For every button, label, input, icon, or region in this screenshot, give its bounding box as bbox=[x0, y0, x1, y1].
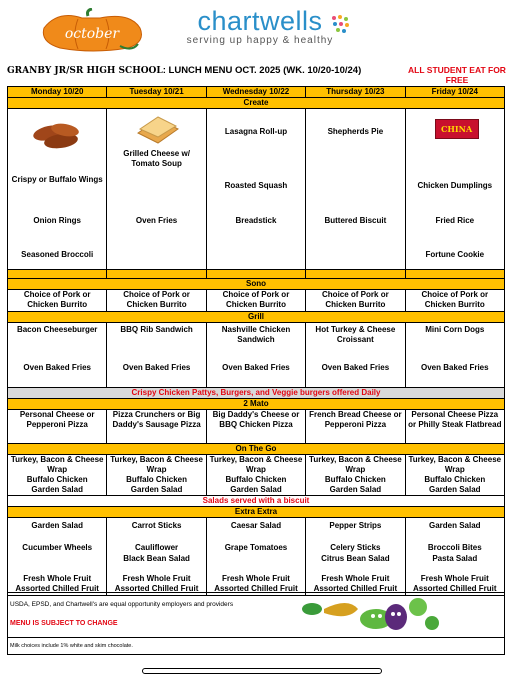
grill-side: Oven Baked Fries bbox=[122, 363, 191, 372]
day-thursday: Thursday 10/23 bbox=[306, 87, 405, 98]
chinese-icon: CHINA bbox=[435, 119, 479, 139]
svg-text:october: october bbox=[64, 26, 120, 42]
grill-main: Nashville Chicken Sandwich bbox=[221, 325, 291, 344]
grill-main: BBQ Rib Sandwich bbox=[120, 325, 193, 334]
menu-header bbox=[0, 0, 512, 62]
go-wrap: Turkey, Bacon & Cheese Wrap bbox=[10, 455, 104, 474]
sono-row bbox=[8, 290, 505, 312]
extra-item: Fresh Whole Fruit bbox=[122, 574, 191, 583]
equal-opportunity-text: USDA, EPSD, and Chartwell's are equal opportunity employers and providers bbox=[10, 601, 234, 608]
day-monday: Monday 10/20 bbox=[8, 87, 107, 98]
mato-item: Personal Cheese Pizza or Philly Steak Flatbread bbox=[405, 410, 504, 444]
section-go: On The Go bbox=[8, 444, 505, 455]
brand-name: chartwells bbox=[197, 6, 323, 36]
chartwells-logo bbox=[180, 6, 340, 46]
mato-item: French Bread Cheese or Pepperoni Pizza bbox=[306, 410, 405, 444]
extra-item: Pepper Strips bbox=[329, 521, 382, 530]
daily-note-row bbox=[8, 388, 505, 399]
go-salad: Garden Salad bbox=[428, 485, 481, 494]
go-cell bbox=[306, 455, 405, 496]
free-meals-note: ALL STUDENT EAT FOR FREE bbox=[408, 65, 506, 85]
go-row bbox=[8, 455, 505, 496]
section-grill-row bbox=[8, 312, 505, 323]
create-main: Lasagna Roll-up bbox=[224, 127, 288, 136]
extra-item: Pasta Salad bbox=[432, 554, 478, 563]
sono-item: Choice of Pork or Chicken Burrito bbox=[8, 290, 107, 312]
section-extra: Extra Extra bbox=[8, 507, 505, 518]
extra-item: Assorted Chilled Fruit bbox=[214, 584, 298, 593]
school-name: GRANBY JR/SR HIGH SCHOOL bbox=[7, 66, 163, 76]
create-side: Breadstick bbox=[235, 216, 277, 225]
create-side: Roasted Squash bbox=[224, 181, 288, 190]
create-side: Fried Rice bbox=[435, 216, 475, 225]
mato-item: Pizza Crunchers or Big Daddy's Sausage Pizza bbox=[107, 410, 206, 444]
create-cell-tue bbox=[107, 109, 206, 270]
extra-item: Fresh Whole Fruit bbox=[23, 574, 92, 583]
mato-item: Big Daddy's Cheese or BBQ Chicken Pizza bbox=[206, 410, 305, 444]
daily-note: Crispy Chicken Pattys, Burgers, and Veggie burgers offered Daily bbox=[8, 388, 505, 399]
section-create-row bbox=[8, 98, 505, 109]
go-salad: Garden Salad bbox=[230, 485, 282, 494]
subject-to-change-text: MENU IS SUBJECT TO CHANGE bbox=[10, 620, 118, 627]
create-side: Fortune Cookie bbox=[425, 250, 485, 259]
extra-cell bbox=[405, 518, 504, 596]
go-salad: Garden Salad bbox=[329, 485, 382, 494]
grill-row bbox=[8, 323, 505, 388]
go-cell bbox=[405, 455, 504, 496]
grill-cell bbox=[206, 323, 305, 388]
extra-item: Fresh Whole Fruit bbox=[221, 574, 290, 583]
grilled-cheese-icon bbox=[134, 115, 182, 145]
grill-cell bbox=[306, 323, 405, 388]
extra-item: Assorted Chilled Fruit bbox=[413, 584, 497, 593]
extra-item: Cauliflower bbox=[135, 543, 179, 552]
extra-cell bbox=[306, 518, 405, 596]
go-cell bbox=[107, 455, 206, 496]
create-main: Grilled Cheese w/ Tomato Soup bbox=[123, 149, 190, 168]
go-chicken: Buffalo Chicken bbox=[225, 475, 287, 484]
page-scroll-bar[interactable] bbox=[142, 668, 382, 674]
section-sono: Sono bbox=[8, 279, 505, 290]
create-side: Seasoned Broccoli bbox=[21, 250, 94, 259]
mato-row bbox=[8, 410, 505, 444]
create-main: Shepherds Pie bbox=[327, 127, 384, 136]
menu-table bbox=[7, 86, 505, 596]
extra-item: Garden Salad bbox=[428, 521, 481, 530]
section-go-row bbox=[8, 444, 505, 455]
create-cell-fri bbox=[405, 109, 504, 270]
extra-cell bbox=[206, 518, 305, 596]
extra-item: Assorted Chilled Fruit bbox=[114, 584, 199, 593]
extra-item: Assorted Chilled Fruit bbox=[313, 584, 398, 593]
grill-side: Oven Baked Fries bbox=[222, 363, 290, 372]
extra-item: Citrus Bean Salad bbox=[321, 554, 390, 563]
section-create: Create bbox=[8, 98, 505, 109]
go-wrap: Turkey, Bacon & Cheese Wrap bbox=[209, 455, 303, 474]
section-extra-row bbox=[8, 507, 505, 518]
section-mato-row bbox=[8, 399, 505, 410]
day-friday: Friday 10/24 bbox=[405, 87, 504, 98]
grill-main: Hot Turkey & Cheese Croissant bbox=[315, 325, 396, 344]
go-chicken: Buffalo Chicken bbox=[424, 475, 486, 484]
title-row bbox=[7, 63, 507, 85]
vegetables-illustration-icon bbox=[298, 595, 448, 635]
go-salad: Garden Salad bbox=[31, 485, 83, 494]
extra-item: Broccoli Bites bbox=[427, 543, 482, 552]
go-cell bbox=[206, 455, 305, 496]
salad-note-row bbox=[8, 496, 505, 507]
section-sono-row bbox=[8, 279, 505, 290]
go-salad: Garden Salad bbox=[130, 485, 183, 494]
extra-item: Assorted Chilled Fruit bbox=[15, 584, 99, 593]
grill-cell bbox=[405, 323, 504, 388]
sono-item: Choice of Pork or Chicken Burrito bbox=[405, 290, 504, 312]
create-main: Chicken Dumplings bbox=[417, 181, 493, 190]
go-wrap: Turkey, Bacon & Cheese Wrap bbox=[309, 455, 402, 474]
extra-row bbox=[8, 518, 505, 596]
grill-side: Oven Baked Fries bbox=[321, 363, 390, 372]
go-wrap: Turkey, Bacon & Cheese Wrap bbox=[408, 455, 502, 474]
go-chicken: Buffalo Chicken bbox=[126, 475, 188, 484]
section-mato: 2 Mato bbox=[8, 399, 505, 410]
extra-item: Garden Salad bbox=[31, 521, 83, 530]
menu-footer bbox=[7, 592, 505, 655]
create-side: Buttered Biscuit bbox=[324, 216, 387, 225]
grill-main: Bacon Cheeseburger bbox=[16, 325, 98, 334]
create-row bbox=[8, 109, 505, 270]
menu-title bbox=[7, 65, 361, 76]
spacer-row bbox=[8, 270, 505, 279]
extra-item: Black Bean Salad bbox=[123, 554, 190, 563]
brand-tagline: serving up happy & healthy bbox=[186, 35, 334, 46]
create-cell-thu bbox=[306, 109, 405, 270]
salad-note: Salads served with a biscuit bbox=[8, 496, 505, 507]
go-chicken: Buffalo Chicken bbox=[324, 475, 386, 484]
day-header-row bbox=[8, 87, 505, 98]
extra-cell bbox=[107, 518, 206, 596]
go-chicken: Buffalo Chicken bbox=[26, 475, 88, 484]
extra-cell bbox=[8, 518, 107, 596]
sono-item: Choice of Pork or Chicken Burrito bbox=[107, 290, 206, 312]
create-side: Onion Rings bbox=[33, 216, 81, 225]
extra-item: Grape Tomatoes bbox=[224, 543, 288, 552]
create-cell-wed bbox=[206, 109, 305, 270]
sono-item: Choice of Pork or Chicken Burrito bbox=[206, 290, 305, 312]
create-side: Oven Fries bbox=[135, 216, 178, 225]
extra-item: Celery Sticks bbox=[330, 543, 381, 552]
sono-item: Choice of Pork or Chicken Burrito bbox=[306, 290, 405, 312]
extra-item: Carrot Sticks bbox=[131, 521, 182, 530]
grill-cell bbox=[107, 323, 206, 388]
footer-divider bbox=[8, 637, 504, 638]
grill-cell bbox=[8, 323, 107, 388]
brand-dots-icon bbox=[330, 14, 350, 34]
go-wrap: Turkey, Bacon & Cheese Wrap bbox=[110, 455, 203, 474]
extra-item: Fresh Whole Fruit bbox=[420, 574, 489, 583]
day-tuesday: Tuesday 10/21 bbox=[107, 87, 206, 98]
day-wednesday: Wednesday 10/22 bbox=[206, 87, 305, 98]
wings-icon bbox=[31, 119, 83, 153]
milk-note: Milk choices include 1% white and skim chocolate. bbox=[10, 643, 133, 649]
create-cell-mon bbox=[8, 109, 107, 270]
mato-item: Personal Cheese or Pepperoni Pizza bbox=[8, 410, 107, 444]
october-pumpkin-logo bbox=[38, 8, 148, 52]
extra-item: Fresh Whole Fruit bbox=[321, 574, 390, 583]
menu-title-text: : LUNCH MENU OCT. 2025 (WK. 10/20-10/24) bbox=[162, 65, 362, 76]
grill-side: Oven Baked Fries bbox=[23, 363, 91, 372]
extra-item: Caesar Salad bbox=[230, 521, 282, 530]
create-main: Crispy or Buffalo Wings bbox=[11, 175, 103, 184]
extra-item: Cucumber Wheels bbox=[22, 543, 93, 552]
go-cell bbox=[8, 455, 107, 496]
grill-side: Oven Baked Fries bbox=[420, 363, 489, 372]
section-grill: Grill bbox=[8, 312, 505, 323]
grill-main: Mini Corn Dogs bbox=[425, 325, 485, 334]
